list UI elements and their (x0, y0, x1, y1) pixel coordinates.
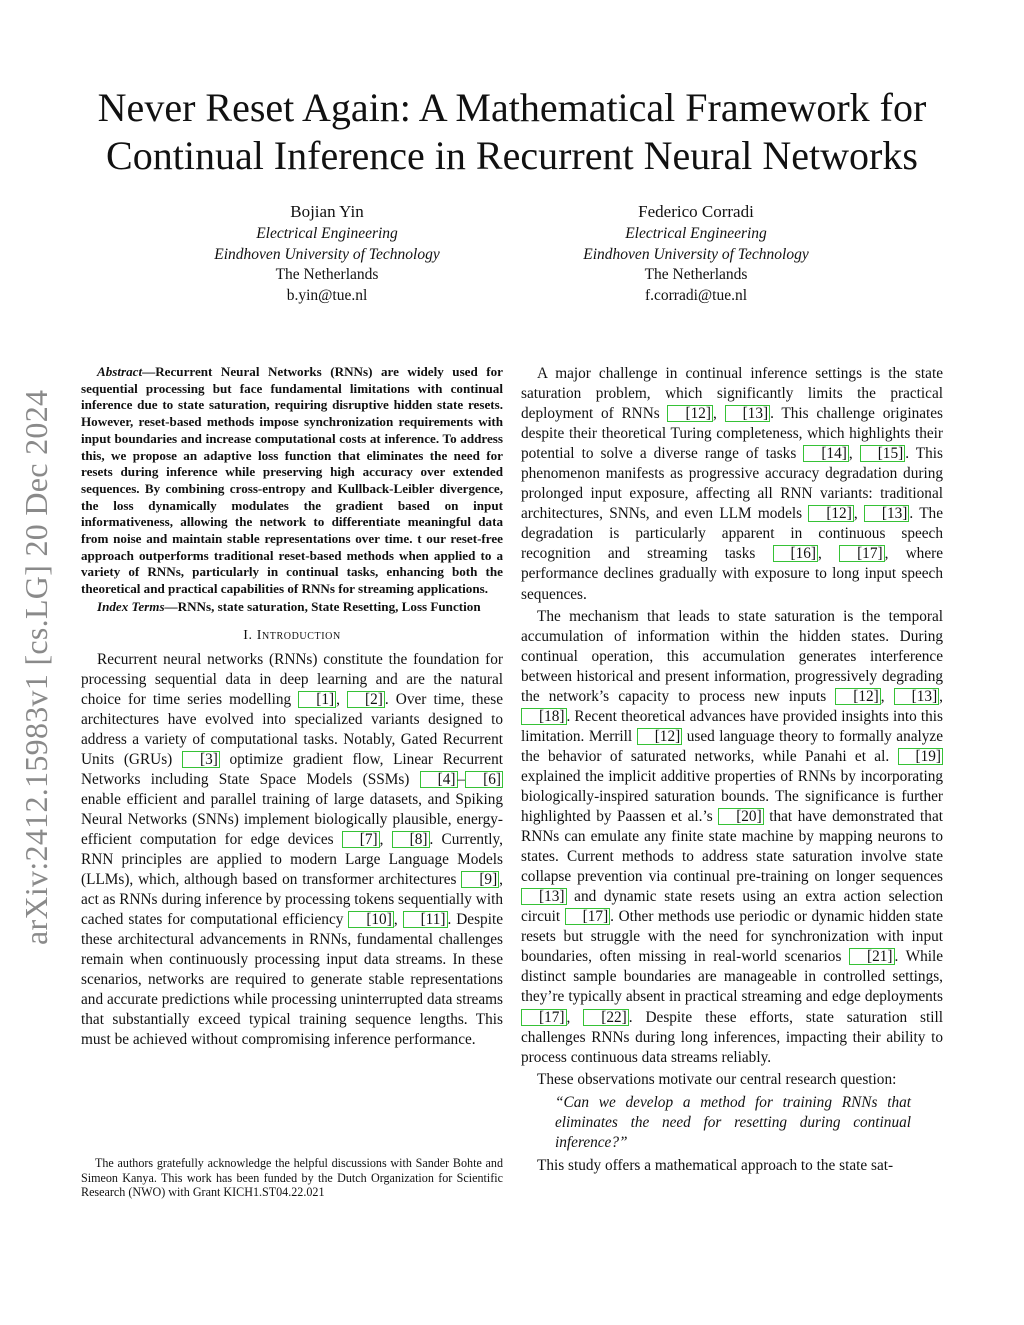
citation-link[interactable]: [7] (342, 831, 380, 848)
citation-link[interactable]: [13] (864, 505, 910, 522)
text-run: . Other methods use periodic or dynamic hidden state resets but struggle with the need for synchronization with input boundaries, often missing in real-world scenarios (521, 908, 943, 966)
text-run: . Despite these efforts, state saturation still challenges RNNs during long inferences, impacting their ability to process continuous data streams reliably. (521, 1008, 943, 1066)
citation-link[interactable]: [1] (298, 691, 336, 708)
citation-link[interactable]: [12] (667, 405, 713, 422)
citation-link[interactable]: [18] (521, 708, 567, 725)
text-run: explained the implicit additive properties of RNNs by incorporating biologically-inspired saturation bounds. The significance is further highlighted by Paassen et al.’s (521, 767, 943, 826)
citation-link[interactable]: [19] (898, 748, 944, 765)
author-name: Federico Corradi (638, 202, 754, 221)
citation-link[interactable]: [13] (725, 405, 771, 422)
section-heading-introduction (81, 628, 503, 644)
text-run: . While distinct sample boundaries are manageable in controlled settings, they’re typically absent in practical streaming and edge deployments (521, 948, 944, 1006)
author-block-2 (546, 200, 846, 306)
intro-paragraph-1 (81, 650, 503, 1051)
index-terms-label: Index Terms (97, 598, 165, 614)
text-run: and dynamic state resets using an extra action selection circuit (521, 888, 943, 926)
citation-link[interactable]: [14] (803, 445, 849, 462)
text-run: The mechanism that leads to state saturation is the temporal accumulation of information within the hidden states. During continual operation, this accumulation generates interference between historical and present information, progressively degrading the network’s capacity to process new inputs (521, 607, 943, 705)
abstract-text: Recurrent Neural Networks (RNNs) are widely used for sequential processing but face fundamental limitations with continual inference due to state saturation, requiring disruptive hidden state resets. However, reset-based methods impose synchronization requirements with input boundaries and increase computational costs at inference. To address this, we propose an adaptive loss function that eliminates the need for resets during inference while preserving high accuracy over extended sequences. By combining cross-entropy and Kullback-Leibler divergence, the loss dynamically modulates the gradient based on input informativeness, allowing the network to differentiate meaningful data from noise and maintain stable representations over time. t our reset-free approach outperforms traditional reset-based methods when applied to a variety of RNNs, particularly in continual tasks, enhancing both the theoretical and practical capabilities of RNNs for streaming applications. (81, 364, 503, 597)
text-run: . Over time, these architectures have evolved into specialized variants designed to address a variety of computational tasks. Notably, Gated Recurrent Units (GRUs) (81, 690, 503, 768)
index-terms (81, 599, 503, 616)
citation-link[interactable]: [2] (347, 691, 385, 708)
text-run: . Recent theoretical advances have provided insights into this limitation. Merrill (521, 707, 943, 745)
text-run: , (939, 687, 943, 705)
text-run: , (848, 445, 860, 463)
citation-link[interactable]: [17] (565, 908, 611, 925)
citation-link[interactable]: [15] (860, 445, 906, 462)
index-terms-dash: — (164, 598, 178, 614)
acknowledgement-footnote: The authors gratefully acknowledge the helpful discussions with Sander Bohte and Simeon Kanya. This work has been funded by the Dutch Organization for Scientific Research (NWO) with Grant KICH1.ST04.22.021 (81, 1156, 503, 1200)
section-number: I. (243, 627, 253, 643)
citation-link[interactable]: [17] (839, 545, 885, 562)
text-run: A major challenge in continual inference settings is the state saturation problem, which significantly limits the practical deployment of RNNs (521, 365, 943, 423)
text-run: used language theory to formally analyze the behavior of saturated networks, while Panahi et al. (521, 727, 943, 765)
citation-link[interactable]: [6] (465, 771, 503, 788)
text-run: . The degradation is particularly apparent in continuous speech recognition and streaming tasks (521, 505, 943, 563)
text-run: . Despite these architectural advancements in RNNs, fundamental challenges remain when continuously processing input data streams. In these scenarios, networks are required to generate stable representations and accurate predictions while processing uninterrupted data streams that substantially exceed typical training sequence lengths. This must be achieved without compromising inference performance. (81, 911, 503, 1049)
citation-link[interactable]: [12] (808, 505, 854, 522)
paper-title-line-2: Continual Inference in Recurrent Neural Networks (106, 133, 918, 178)
intro-paragraph-5: This study offers a mathematical approach to the state sat- (537, 1156, 894, 1174)
text-run: , (853, 505, 864, 523)
text-run: . This challenge originates despite their theoretical Turing completeness, which highlights their potential to solve a diverse range of tasks (521, 405, 944, 463)
author-country: The Netherlands (644, 266, 748, 283)
text-run: , (336, 690, 348, 708)
citation-link[interactable]: [10] (348, 911, 394, 928)
text-run: Recurrent neural networks (RNNs) constitute the foundation for processing sequential data in deep learning and are the natural choice for time series modelling (81, 650, 503, 708)
abstract (81, 364, 503, 598)
citation-link[interactable]: [11] (403, 911, 448, 928)
citation-link[interactable]: [12] (637, 728, 683, 745)
text-run: , where performance declines gradually with exposure to long input speech sequences. (521, 545, 943, 603)
paper-title-line-1: Never Reset Again: A Mathematical Framework for (97, 85, 927, 130)
citation-link[interactable]: [20] (718, 808, 764, 825)
author-email[interactable]: b.yin@tue.nl (286, 286, 368, 304)
text-run: optimize gradient flow, Linear Recurrent Networks including State Space Models (SSMs) (81, 750, 503, 788)
citation-link[interactable]: [16] (773, 545, 819, 562)
citation-link[interactable]: [4] (420, 771, 458, 788)
citation-link[interactable]: [17] (521, 1009, 567, 1026)
citation-link[interactable]: [13] (894, 688, 940, 705)
right-column (521, 364, 943, 1176)
left-column (81, 364, 503, 1050)
arxiv-identifier-stamp: arXiv:2412.15983v1 [cs.LG] 20 Dec 2024 (18, 389, 54, 945)
intro-paragraph-3 (521, 607, 943, 1068)
text-run: . This phenomenon manifests as progressive accuracy degradation during prolonged input exposure, affecting all RNN variants: traditional architectures, SNNs, and even LLM models (521, 445, 943, 523)
text-run: – (457, 770, 466, 788)
index-terms-text: RNNs, state saturation, State Resetting, Loss Function (177, 598, 481, 614)
text-run: that have demonstrated that RNNs can emulate any finite state machine by mapping neurons to states. Current methods to address state saturation involve state collapse prevention via continual pre-training on longer sequences (521, 808, 943, 886)
text-run: , (566, 1008, 584, 1026)
text-run: , act as RNNs during inference by processing tokens sequentially with cached states for computational efficiency (81, 871, 503, 929)
text-run: enable efficient and parallel training of large datasets, and Spiking Neural Networks (SNNs) implement biologically plausible, energy-efficient computation for edge devices (81, 790, 503, 848)
text-run: , (379, 830, 392, 848)
citation-link[interactable]: [8] (392, 831, 430, 848)
citation-link[interactable]: [22] (583, 1009, 629, 1026)
citation-link[interactable]: [12] (835, 688, 881, 705)
author-institution: Eindhoven University of Technology (214, 245, 440, 263)
text-run: , (393, 911, 403, 929)
author-country: The Netherlands (275, 266, 379, 283)
citation-link[interactable]: [9] (461, 871, 499, 888)
section-title: Introduction (256, 627, 341, 643)
citation-link[interactable]: [3] (182, 751, 220, 768)
author-department: Electrical Engineering (256, 225, 398, 242)
intro-paragraph-2 (521, 364, 943, 605)
text-run: , (880, 687, 894, 705)
author-block-1 (177, 200, 477, 306)
author-department: Electrical Engineering (625, 225, 767, 242)
author-institution: Eindhoven University of Technology (583, 245, 809, 263)
text-run: , (712, 405, 725, 423)
paper-title (60, 84, 964, 180)
text-run: . Currently, RNN principles are applied to modern Large Language Models (LLMs), which, although based on transformer architectures (81, 830, 504, 889)
intro-paragraph-4: These observations motivate our central research question: (537, 1070, 897, 1088)
author-name: Bojian Yin (290, 202, 364, 221)
abstract-dash: — (142, 364, 156, 379)
text-run: , (818, 545, 840, 563)
abstract-label: Abstract (97, 364, 143, 379)
citation-link[interactable]: [13] (521, 888, 567, 905)
citation-link[interactable]: [21] (849, 948, 895, 965)
research-question-quote: “Can we develop a method for training RNNs that eliminates the need for resetting during continual inference?” (555, 1093, 911, 1151)
author-email[interactable]: f.corradi@tue.nl (644, 286, 748, 304)
